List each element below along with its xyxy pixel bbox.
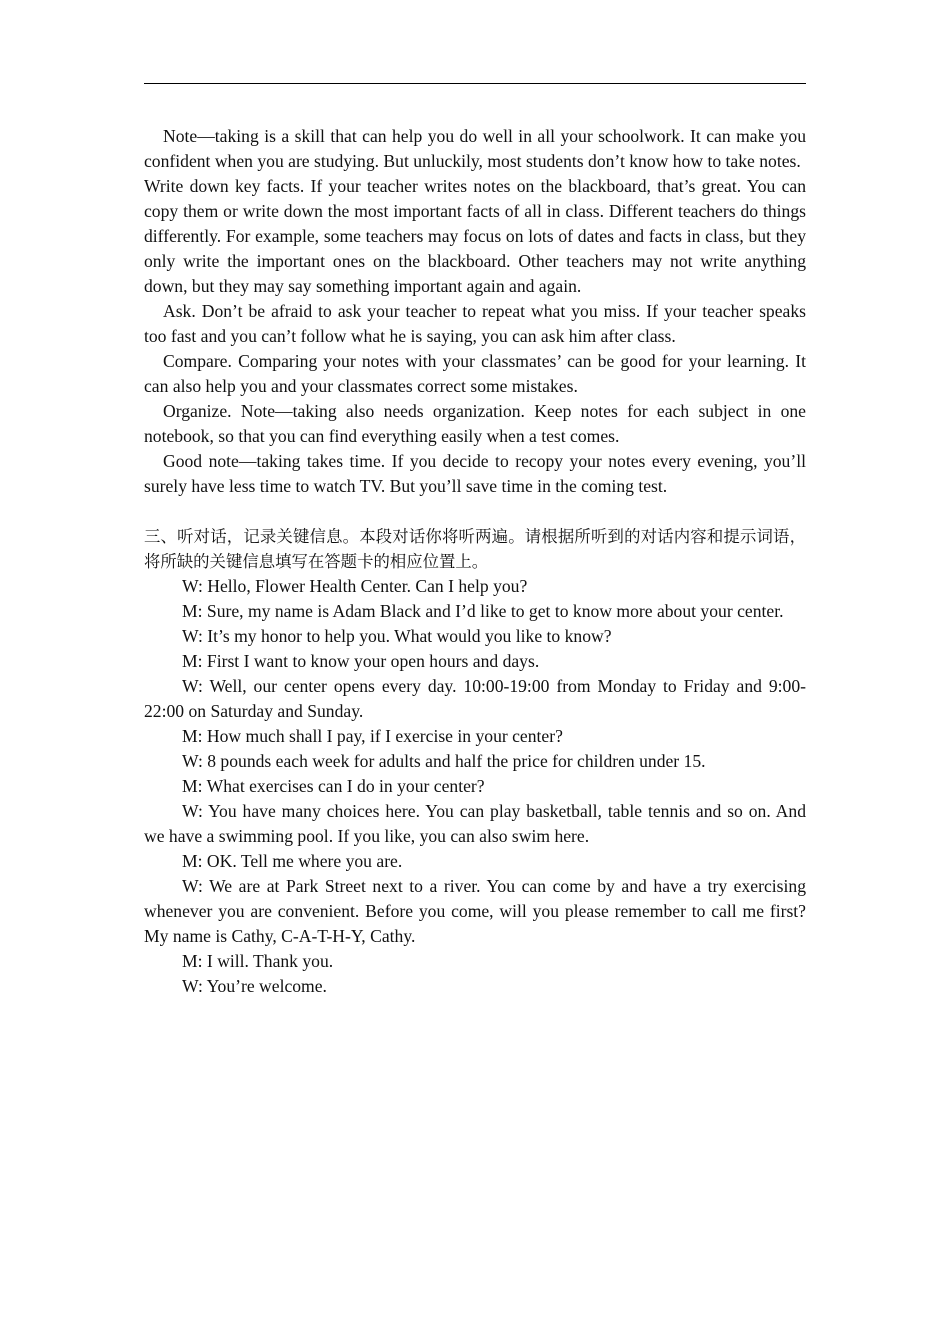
dialogue-line: W: 8 pounds each week for adults and half the price for children under 15. [182, 751, 706, 771]
passage-organize: Organize. Note—taking also needs organization. Keep notes for each subject in one notebook, so that you can find everything easily when a test comes. [144, 401, 806, 446]
dialogue-line: M: How much shall I pay, if I exercise in your center? [182, 726, 563, 746]
passage-ask: Ask. Don’t be afraid to ask your teacher to repeat what you miss. If your teacher speaks too fast and you can’t follow what he is saying, you can ask him after class. [144, 301, 806, 346]
dialogue-line: W: Hello, Flower Health Center. Can I help you? [182, 576, 528, 596]
passage-write-down: Write down key facts. If your teacher writes notes on the blackboard, that’s great. You can copy them or write down the most important facts of all in class. Different teachers do things differently. For example, some teachers may focus on lots of dates and facts in class, but they only write the important ones on the blackboard. Other teachers may not write anything down, but they may say something important again and again. [144, 176, 806, 296]
header-rule [144, 83, 806, 84]
passage-compare: Compare. Comparing your notes with your classmates’ can be good for your learning. It can also help you and your classmates correct some mistakes. [144, 351, 806, 396]
dialogue-line: M: OK. Tell me where you are. [182, 851, 403, 871]
dialogue-line: W: It’s my honor to help you. What would you like to know? [182, 626, 612, 646]
passage-closing: Good note—taking takes time. If you decide to recopy your notes every evening, you’ll surely have less time to watch TV. But you’ll save time in the coming test. [144, 451, 806, 496]
dialogue-line: W: You’re welcome. [182, 976, 327, 996]
section3-instruction: 三、听对话，记录关键信息。本段对话你将听两遍。请根据所听到的对话内容和提示词语，将所缺的关键信息填写在答题卡的相应位置上。 [144, 527, 806, 571]
dialogue-line: M: First I want to know your open hours and days. [182, 651, 540, 671]
dialogue-line: W: Well, our center opens every day. 10:00-19:00 from Monday to Friday and 9:00-22:00 on Saturday and Sunday. [144, 676, 806, 721]
dialogue-line: W: You have many choices here. You can play basketball, table tennis and so on. And we have a swimming pool. If you like, you can also swim here. [144, 801, 806, 846]
passage-intro: Note—taking is a skill that can help you do well in all your schoolwork. It can make you confident when you are studying. But unluckily, most students don’t know how to take notes. [144, 126, 806, 171]
document-body [144, 124, 806, 999]
dialogue-line: M: I will. Thank you. [182, 951, 334, 971]
dialogue-line: M: Sure, my name is Adam Black and I’d like to get to know more about your center. [182, 601, 784, 621]
dialogue-line: W: We are at Park Street next to a river. You can come by and have a try exercising whenever you are convenient. Before you come, will you please remember to call me first? My name is Cathy, C-A-T-H-Y, Cathy. [144, 876, 806, 946]
section-gap [144, 499, 806, 524]
dialogue-line: M: What exercises can I do in your center? [182, 776, 485, 796]
